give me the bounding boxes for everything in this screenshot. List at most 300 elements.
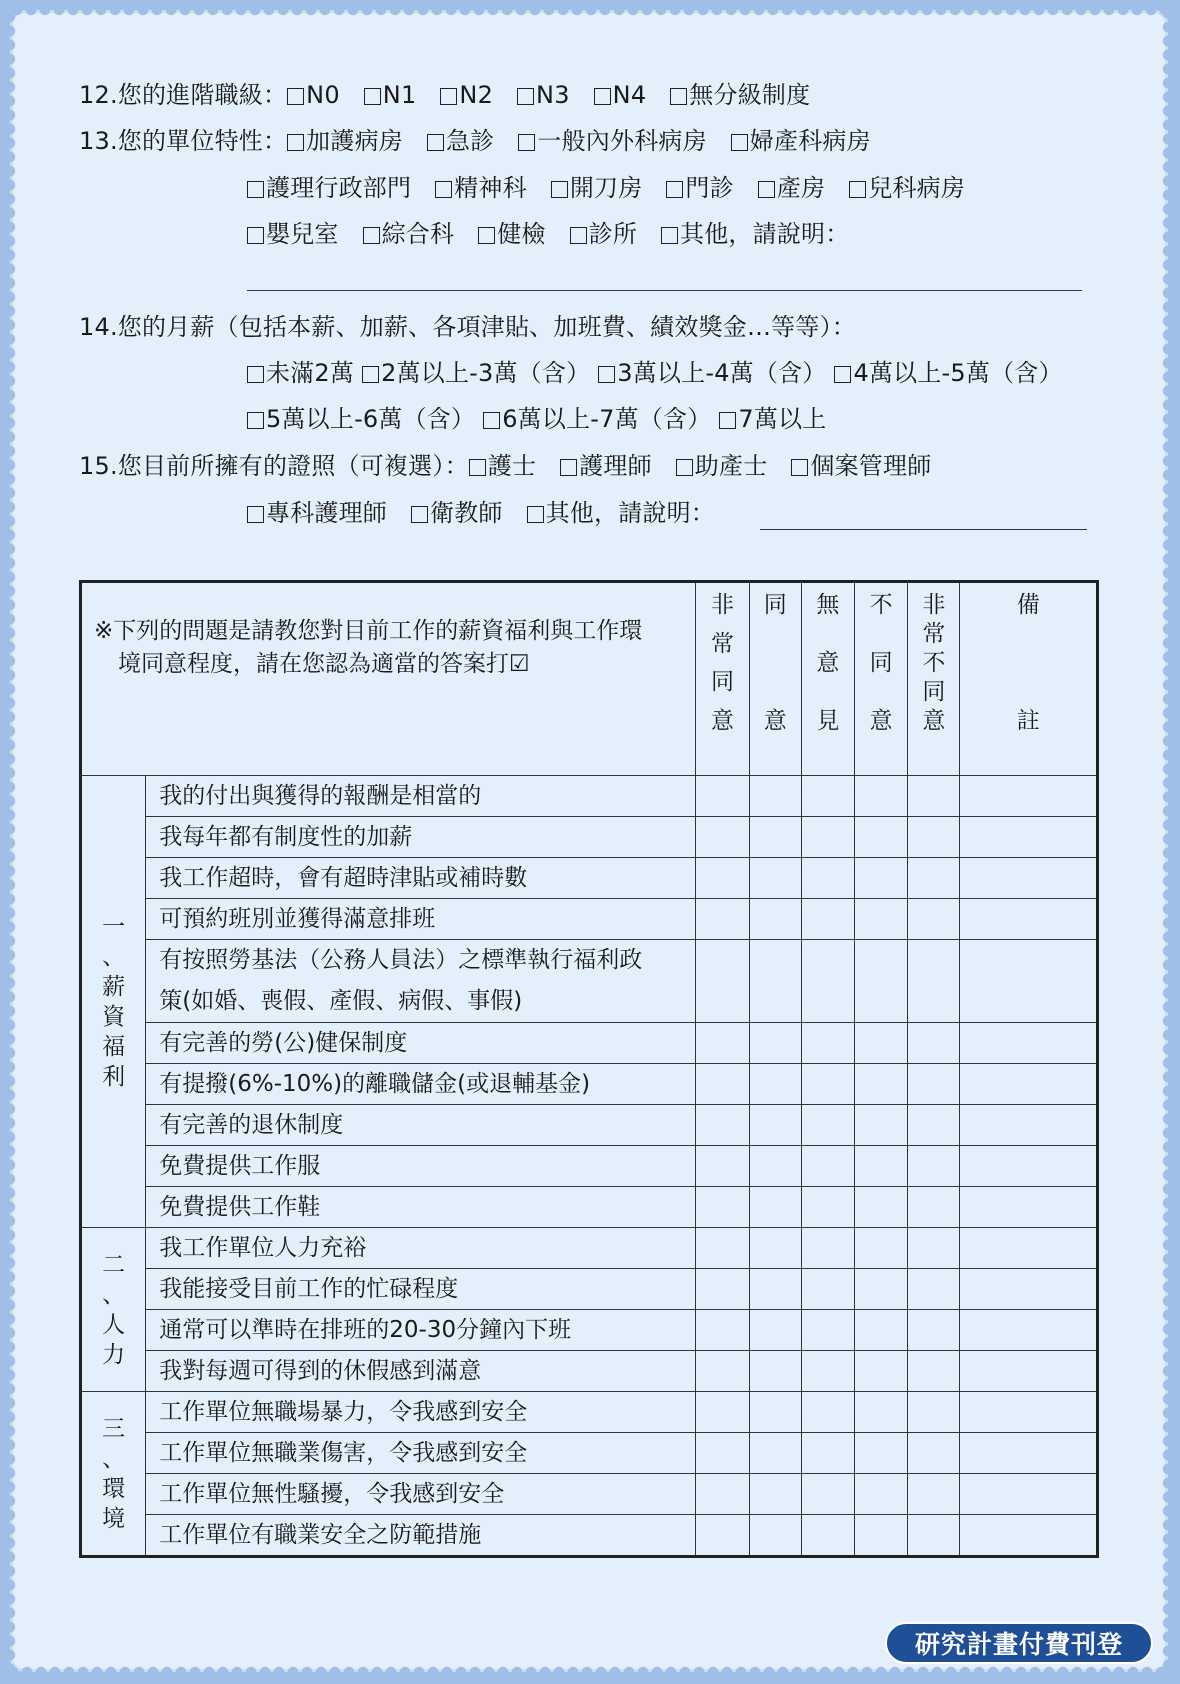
q14-option — [362, 358, 590, 388]
option-label: 急診 — [445, 127, 495, 155]
checkbox[interactable] — [247, 227, 264, 244]
survey-item-line: 策(如婚、喪假、產假、病假、事假) — [159, 988, 523, 1014]
option-label: 護士 — [487, 452, 537, 480]
survey-item: 工作單位無職業傷害，令我感到安全 — [146, 1433, 696, 1474]
column-header-char: 無 — [816, 592, 840, 618]
answer-cell[interactable] — [908, 1433, 960, 1474]
answer-cell[interactable] — [855, 1474, 908, 1515]
checkbox[interactable] — [440, 88, 457, 105]
answer-cell[interactable] — [801, 1392, 854, 1433]
table-row — [81, 1392, 1098, 1433]
q13-row3 — [247, 219, 873, 249]
answer-cell[interactable] — [801, 1515, 854, 1557]
q13-option — [287, 126, 403, 156]
checkbox[interactable] — [676, 459, 693, 476]
answer-cell[interactable] — [696, 899, 749, 940]
option-label: 綜合科 — [381, 220, 455, 248]
section-title-char: 利 — [102, 1063, 126, 1090]
answer-cell[interactable] — [696, 1064, 749, 1105]
checkbox[interactable] — [427, 134, 444, 151]
q13-option — [478, 219, 545, 249]
section-title-char: 福 — [102, 1033, 126, 1060]
q12-line — [79, 80, 834, 110]
q13-option — [551, 173, 643, 203]
option-label: 5萬以上-6萬（含） — [266, 405, 476, 433]
q12-option — [440, 80, 493, 110]
answer-cell[interactable] — [696, 1392, 749, 1433]
checkbox[interactable] — [598, 366, 615, 383]
checkbox[interactable] — [287, 134, 304, 151]
q12-label: 12.您的進階職級： — [79, 81, 288, 109]
q14-option — [483, 404, 711, 434]
answer-cell[interactable] — [749, 1310, 801, 1351]
checkbox[interactable] — [594, 88, 611, 105]
checkbox[interactable] — [834, 366, 851, 383]
q13-row2 — [247, 173, 989, 203]
checkbox[interactable] — [661, 227, 678, 244]
remark-cell[interactable] — [960, 1269, 1098, 1310]
answer-cell[interactable] — [801, 1269, 854, 1310]
option-label: 其他，請說明： — [545, 499, 716, 527]
answer-cell[interactable] — [855, 776, 908, 817]
answer-cell[interactable] — [908, 776, 960, 817]
table-row — [81, 899, 1098, 940]
option-label: 未滿2萬 — [266, 359, 355, 387]
remark-cell[interactable] — [960, 1228, 1098, 1269]
column-header-char: 註 — [1016, 708, 1040, 734]
answer-cell[interactable] — [908, 858, 960, 899]
answer-cell[interactable] — [855, 1146, 908, 1187]
q13-option — [849, 173, 965, 203]
table-row — [81, 1146, 1098, 1187]
q13-option — [363, 219, 455, 249]
answer-cell[interactable] — [908, 1187, 960, 1228]
section-title-1 — [81, 776, 146, 1228]
option-label: 護理行政部門 — [266, 174, 412, 202]
answer-cell[interactable] — [855, 1351, 908, 1392]
table-row — [81, 1023, 1098, 1064]
section-title-char: 、 — [102, 1281, 126, 1308]
answer-cell[interactable] — [696, 1310, 749, 1351]
remark-cell[interactable] — [960, 1351, 1098, 1392]
q13-option — [247, 219, 339, 249]
answer-cell[interactable] — [908, 1515, 960, 1557]
answer-cell[interactable] — [801, 1187, 854, 1228]
answer-cell[interactable] — [908, 817, 960, 858]
answer-cell[interactable] — [855, 1187, 908, 1228]
answer-cell[interactable] — [696, 1269, 749, 1310]
column-header-char: 備 — [1016, 592, 1040, 618]
remark-cell[interactable] — [960, 1187, 1098, 1228]
q14-option — [719, 404, 826, 434]
answer-cell[interactable] — [696, 817, 749, 858]
answer-cell[interactable] — [696, 776, 749, 817]
agreement-survey-table — [79, 580, 1099, 1558]
answer-cell[interactable] — [908, 1474, 960, 1515]
checkbox[interactable] — [362, 366, 379, 383]
answer-cell[interactable] — [801, 1023, 854, 1064]
survey-item: 可預約班別並獲得滿意排班 — [146, 899, 696, 940]
q15-option — [411, 498, 503, 528]
section-title-char: 一 — [102, 913, 126, 940]
checkbox[interactable] — [363, 227, 380, 244]
survey-item: 工作單位無職場暴力，令我感到安全 — [146, 1392, 696, 1433]
answer-cell[interactable] — [696, 1433, 749, 1474]
checkbox[interactable] — [758, 181, 775, 198]
answer-cell[interactable] — [696, 1187, 749, 1228]
table-row — [81, 1474, 1098, 1515]
survey-item: 免費提供工作鞋 — [146, 1187, 696, 1228]
survey-item-line: 有按照勞基法（公務人員法）之標準執行福利政 — [159, 947, 643, 973]
q15-option — [469, 451, 536, 481]
option-label: 加護病房 — [306, 127, 403, 155]
option-label: N1 — [382, 81, 417, 109]
column-header-3 — [801, 582, 854, 776]
table-instruction — [81, 582, 696, 776]
checkbox[interactable] — [435, 181, 452, 198]
answer-cell[interactable] — [801, 899, 854, 940]
checkbox[interactable] — [469, 459, 486, 476]
option-label: 3萬以上-4萬（含） — [617, 359, 827, 387]
table-row — [81, 776, 1098, 817]
option-label: 嬰兒室 — [266, 220, 339, 248]
checkbox[interactable] — [287, 88, 304, 105]
answer-cell[interactable] — [749, 1515, 801, 1557]
option-label: 4萬以上-5萬（含） — [853, 359, 1063, 387]
q15-other-answer-line[interactable] — [760, 529, 1087, 530]
remark-cell[interactable] — [960, 1310, 1098, 1351]
answer-cell[interactable] — [749, 858, 801, 899]
answer-cell[interactable] — [749, 1433, 801, 1474]
option-label: N2 — [459, 81, 494, 109]
answer-cell[interactable] — [696, 1515, 749, 1557]
option-label: 2萬以上-3萬（含） — [381, 359, 591, 387]
answer-cell[interactable] — [801, 1228, 854, 1269]
q13-other-answer-line[interactable] — [247, 290, 1082, 291]
q13-line — [79, 126, 895, 156]
column-header-char: 非 — [711, 592, 734, 618]
answer-cell[interactable] — [801, 1351, 854, 1392]
remark-cell[interactable] — [960, 776, 1098, 817]
q13-option — [731, 126, 871, 156]
answer-cell[interactable] — [855, 1228, 908, 1269]
section-title-char: 資 — [102, 1003, 126, 1030]
answer-cell[interactable] — [908, 1064, 960, 1105]
option-label: 婦產科病房 — [749, 127, 871, 155]
q13-option — [570, 219, 637, 249]
table-row — [81, 1433, 1098, 1474]
checkbox[interactable] — [570, 227, 587, 244]
answer-cell[interactable] — [749, 1228, 801, 1269]
checkbox[interactable] — [517, 88, 534, 105]
checkbox[interactable] — [483, 412, 500, 429]
q13-option — [435, 173, 527, 203]
answer-cell[interactable] — [696, 1023, 749, 1064]
q15-option — [247, 498, 387, 528]
q13-option — [247, 173, 411, 203]
remark-cell[interactable] — [960, 899, 1098, 940]
q15-option — [676, 451, 768, 481]
answer-cell[interactable] — [855, 858, 908, 899]
answer-cell[interactable] — [855, 1023, 908, 1064]
answer-cell[interactable] — [696, 940, 749, 1023]
answer-cell[interactable] — [749, 1392, 801, 1433]
option-label: 診所 — [588, 220, 638, 248]
remark-cell[interactable] — [960, 817, 1098, 858]
answer-cell[interactable] — [801, 1433, 854, 1474]
answer-cell[interactable] — [696, 858, 749, 899]
answer-cell[interactable] — [749, 1474, 801, 1515]
table-row — [81, 1064, 1098, 1105]
column-header-char: 非 — [922, 592, 946, 618]
q15-row2 — [247, 498, 739, 528]
q15-label: 15.您目前所擁有的證照（可複選）： — [79, 452, 469, 480]
answer-cell[interactable] — [696, 1105, 749, 1146]
answer-cell[interactable] — [855, 1433, 908, 1474]
section-title-char: 三 — [102, 1415, 126, 1442]
answer-cell[interactable] — [749, 1146, 801, 1187]
option-label: 其他，請說明： — [680, 220, 850, 248]
answer-cell[interactable] — [855, 1105, 908, 1146]
answer-cell[interactable] — [749, 776, 801, 817]
remark-cell[interactable] — [960, 1105, 1098, 1146]
answer-cell[interactable] — [801, 1474, 854, 1515]
section-title-char: 環 — [102, 1475, 126, 1502]
section-title-char: 二 — [102, 1251, 126, 1278]
checkbox[interactable] — [518, 134, 535, 151]
answer-cell[interactable] — [855, 1392, 908, 1433]
column-header-4 — [855, 582, 908, 776]
checkbox[interactable] — [247, 412, 264, 429]
q14-row1 — [247, 358, 1071, 388]
option-label: 個案管理師 — [810, 452, 932, 480]
answer-cell[interactable] — [801, 1105, 854, 1146]
section-title-char: 力 — [102, 1341, 126, 1368]
instruction-line-2: 境同意程度，請在您認為適當的答案打☑ — [118, 651, 530, 677]
section-title-char: 薪 — [102, 973, 126, 1000]
column-header-2 — [749, 582, 801, 776]
column-header-char: 常 — [711, 630, 734, 657]
q12-option — [594, 80, 647, 110]
answer-cell[interactable] — [908, 899, 960, 940]
answer-cell[interactable] — [855, 1515, 908, 1557]
checkbox[interactable] — [666, 181, 683, 198]
answer-cell[interactable] — [801, 1146, 854, 1187]
option-label: 一般內外科病房 — [537, 127, 707, 155]
q15-option — [527, 498, 715, 528]
column-header-char: 意 — [922, 708, 946, 734]
answer-cell[interactable] — [749, 1269, 801, 1310]
checkbox[interactable] — [364, 88, 381, 105]
answer-cell[interactable] — [749, 1023, 801, 1064]
answer-cell[interactable] — [801, 858, 854, 899]
q12-option — [670, 80, 810, 110]
column-header-char: 意 — [763, 708, 787, 734]
answer-cell[interactable] — [908, 1310, 960, 1351]
survey-item: 通常可以準時在排班的20-30分鐘內下班 — [146, 1310, 696, 1351]
scalloped-border-left — [10, 10, 20, 1672]
survey-item: 工作單位有職業安全之防範措施 — [146, 1515, 696, 1557]
checkbox[interactable] — [849, 181, 866, 198]
checkbox[interactable] — [247, 366, 264, 383]
column-header-5 — [908, 582, 960, 776]
answer-cell[interactable] — [908, 1023, 960, 1064]
survey-item: 我的付出與獲得的報酬是相當的 — [146, 776, 696, 817]
survey-item: 我對每週可得到的休假感到滿意 — [146, 1351, 696, 1392]
answer-cell[interactable] — [801, 1064, 854, 1105]
table-row — [81, 858, 1098, 899]
answer-cell[interactable] — [908, 1228, 960, 1269]
column-header-char: 同 — [711, 669, 734, 696]
q14-option — [247, 404, 475, 434]
answer-cell[interactable] — [696, 1228, 749, 1269]
answer-cell[interactable] — [908, 1146, 960, 1187]
survey-item: 我每年都有制度性的加薪 — [146, 817, 696, 858]
q13-option — [427, 126, 494, 156]
answer-cell[interactable] — [855, 1064, 908, 1105]
remark-cell[interactable] — [960, 858, 1098, 899]
checkbox[interactable] — [478, 227, 495, 244]
option-label: N0 — [306, 81, 340, 109]
survey-item: 我能接受目前工作的忙碌程度 — [146, 1269, 696, 1310]
table-row — [81, 1105, 1098, 1146]
checkbox[interactable] — [551, 181, 568, 198]
column-header-char: 意 — [869, 708, 893, 734]
remark-cell[interactable] — [960, 1474, 1098, 1515]
answer-cell[interactable] — [749, 899, 801, 940]
option-label: 開刀房 — [569, 174, 643, 202]
option-label: N4 — [612, 81, 647, 109]
answer-cell[interactable] — [696, 1146, 749, 1187]
answer-cell[interactable] — [908, 940, 960, 1023]
checkbox[interactable] — [719, 412, 736, 429]
answer-cell[interactable] — [749, 1064, 801, 1105]
checkbox[interactable] — [670, 88, 687, 105]
option-label: 護理師 — [579, 452, 652, 480]
remark-cell[interactable] — [960, 1146, 1098, 1187]
section-title-char: 人 — [102, 1311, 126, 1338]
q14-label: 14.您的月薪（包括本薪、加薪、各項津貼、加班費、績效獎金…等等）： — [79, 313, 856, 341]
survey-item: 有完善的勞(公)健保制度 — [146, 1023, 696, 1064]
column-header-6 — [960, 582, 1098, 776]
q12-option — [364, 80, 417, 110]
option-label: 專科護理師 — [266, 499, 387, 527]
remark-cell[interactable] — [960, 1023, 1098, 1064]
checkbox[interactable] — [247, 181, 264, 198]
remark-cell[interactable] — [960, 1433, 1098, 1474]
remark-cell[interactable] — [960, 1064, 1098, 1105]
q13-option — [518, 126, 706, 156]
survey-item: 免費提供工作服 — [146, 1146, 696, 1187]
answer-cell[interactable] — [749, 1351, 801, 1392]
q14-option — [598, 358, 826, 388]
table-row — [81, 1351, 1098, 1392]
option-label: 健檢 — [497, 220, 546, 248]
table-row — [81, 1515, 1098, 1557]
survey-item: 我工作超時，會有超時津貼或補時數 — [146, 858, 696, 899]
column-header-char: 見 — [816, 708, 840, 734]
answer-cell[interactable] — [749, 1105, 801, 1146]
survey-item: 有提撥(6%-10%)的離職儲金(或退輔基金) — [146, 1064, 696, 1105]
scalloped-border-right — [1158, 10, 1168, 1672]
table-row — [81, 940, 1098, 1023]
checkbox[interactable] — [411, 506, 428, 523]
q15-line — [79, 451, 955, 481]
table-row — [81, 1187, 1098, 1228]
answer-cell[interactable] — [855, 899, 908, 940]
survey-item: 我工作單位人力充裕 — [146, 1228, 696, 1269]
answer-cell[interactable] — [908, 1351, 960, 1392]
answer-cell[interactable] — [908, 1269, 960, 1310]
column-header-char: 意 — [816, 650, 840, 676]
remark-cell[interactable] — [960, 1515, 1098, 1557]
table-row — [81, 1269, 1098, 1310]
q15-option — [791, 451, 931, 481]
option-label: 精神科 — [454, 174, 527, 202]
table-row — [81, 817, 1098, 858]
q13-option — [661, 219, 849, 249]
instruction-line-1: ※下列的問題是請教您對目前工作的薪資福利與工作環 — [94, 618, 643, 644]
answer-cell[interactable] — [908, 1392, 960, 1433]
checkbox[interactable] — [247, 506, 264, 523]
section-title-3 — [81, 1392, 146, 1557]
answer-cell[interactable] — [855, 1310, 908, 1351]
answer-cell[interactable] — [908, 1105, 960, 1146]
answer-cell[interactable] — [801, 1310, 854, 1351]
q14-row2 — [247, 404, 834, 434]
section-title-2 — [81, 1228, 146, 1392]
column-header-char: 同 — [922, 679, 946, 705]
q12-option — [517, 80, 570, 110]
remark-cell[interactable] — [960, 1392, 1098, 1433]
answer-cell[interactable] — [801, 817, 854, 858]
paid-publication-badge: 研究計畫付費刊登 — [885, 1622, 1153, 1664]
section-title-char: 、 — [102, 943, 126, 970]
scalloped-border-top — [10, 10, 1168, 20]
answer-cell[interactable] — [749, 1187, 801, 1228]
answer-cell[interactable] — [855, 940, 908, 1023]
answer-cell[interactable] — [855, 1269, 908, 1310]
answer-cell[interactable] — [801, 776, 854, 817]
answer-cell[interactable] — [696, 1351, 749, 1392]
column-header-char: 不 — [869, 592, 893, 618]
option-label: N3 — [536, 81, 570, 109]
option-label: 6萬以上-7萬（含） — [502, 405, 712, 433]
section-title-char: 境 — [102, 1505, 126, 1532]
answer-cell[interactable] — [749, 817, 801, 858]
checkbox[interactable] — [527, 506, 544, 523]
q15-option — [560, 451, 652, 481]
column-header-char: 同 — [763, 592, 787, 618]
column-header-char: 常 — [922, 621, 946, 647]
checkbox[interactable] — [731, 134, 748, 151]
answer-cell[interactable] — [801, 940, 854, 1023]
option-label: 衛教師 — [430, 499, 503, 527]
column-header-char: 同 — [869, 650, 893, 676]
q12-option — [287, 80, 340, 110]
column-header-char: 不 — [922, 650, 946, 676]
answer-cell[interactable] — [696, 1474, 749, 1515]
option-label: 助產士 — [694, 452, 768, 480]
q13-option — [666, 173, 733, 203]
answer-cell[interactable] — [855, 817, 908, 858]
checkbox[interactable] — [560, 459, 577, 476]
table-row — [81, 1228, 1098, 1269]
remark-cell[interactable] — [960, 940, 1098, 1023]
answer-cell[interactable] — [749, 940, 801, 1023]
checkbox[interactable] — [791, 459, 808, 476]
option-label: 兒科病房 — [868, 174, 966, 202]
